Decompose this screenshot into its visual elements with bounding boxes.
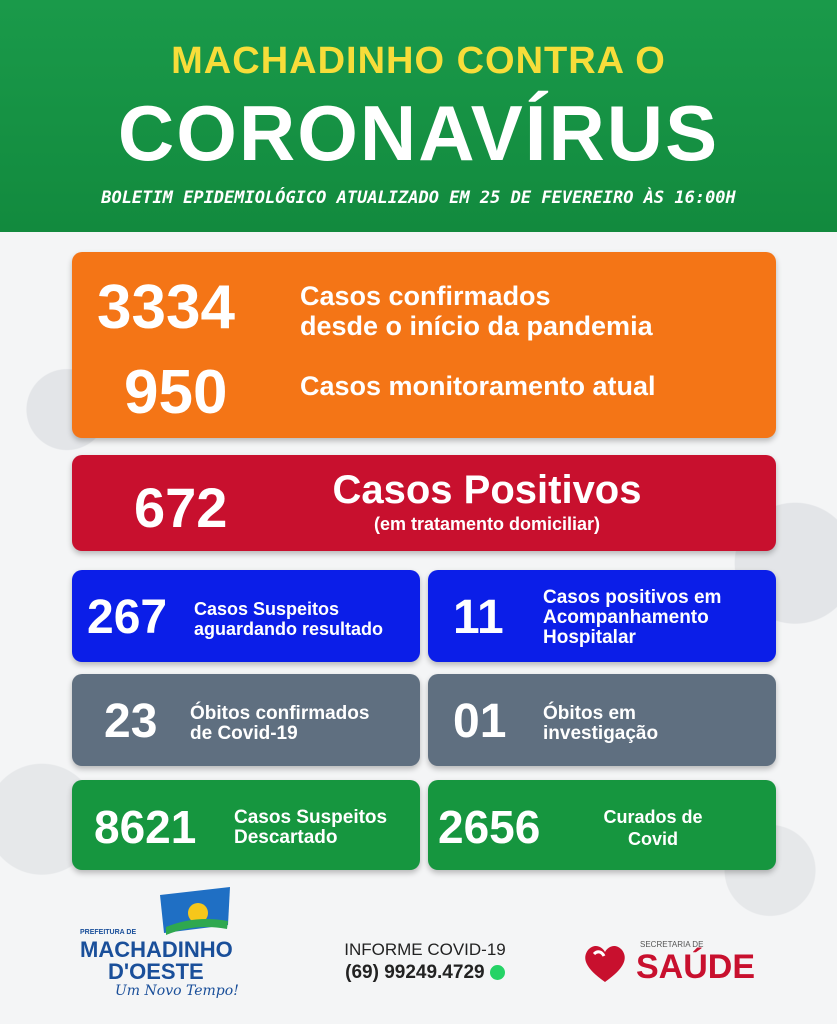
prefeitura-text: PREFEITURA DE: [80, 929, 137, 936]
hospital-value: 11: [453, 591, 504, 644]
confirmed-label-2: desde o início da pandemia: [300, 311, 653, 341]
city-name-2: D'OESTE: [108, 959, 204, 984]
investigation-value: 01: [453, 695, 507, 748]
confirmed-value: 3334: [97, 273, 235, 342]
positive-value: 672: [134, 476, 228, 539]
secretaria-saude-logo: [580, 938, 770, 988]
discarded-value: 8621: [94, 801, 197, 853]
investigation-label-2: investigação: [543, 723, 659, 744]
discarded-label-2: Descartado: [234, 827, 338, 848]
hospital-label-2: Acompanhamento: [543, 607, 709, 628]
bulletin-date: BOLETIM EPIDEMIOLÓGICO ATUALIZADO EM 25 DE FEVEREIRO ÀS 16:00H: [101, 188, 736, 208]
suspect-label-2: aguardando resultado: [194, 619, 384, 639]
header-top-text: MACHADINHO CONTRA O: [171, 40, 666, 82]
discarded-label-1: Casos Suspeitos: [234, 807, 388, 828]
phone-number: (69) 99249.4729: [345, 962, 485, 983]
header-title: CORONAVÍRUS: [117, 89, 720, 177]
discarded-box: [72, 780, 420, 870]
city-name-1: MACHADINHO: [80, 937, 233, 962]
monitoring-label: Casos monitoramento atual: [300, 371, 656, 401]
prefeitura-logo: [80, 885, 260, 1005]
whatsapp-icon: [490, 965, 505, 980]
informe-block: [320, 940, 530, 984]
deaths-value: 23: [104, 695, 158, 748]
suspect-value: 267: [87, 591, 168, 644]
positive-label: Casos Positivos: [332, 468, 642, 512]
cured-label-2: Covid: [627, 829, 678, 849]
header-banner: [0, 0, 837, 232]
investigation-box: [428, 674, 776, 766]
cured-box: [428, 780, 776, 870]
secretaria-text: SECRETARIA DE: [640, 940, 704, 949]
investigation-label-1: Óbitos em: [543, 703, 636, 724]
sun-flag-icon: [80, 885, 260, 945]
positive-box: [72, 455, 776, 551]
hospital-label-1: Casos positivos em: [543, 587, 722, 608]
positive-sublabel: (em tratamento domiciliar): [373, 514, 601, 534]
heart-icon: [580, 940, 630, 986]
suspect-label-1: Casos Suspeitos: [194, 599, 340, 619]
deaths-label-2: de Covid-19: [190, 723, 298, 744]
hospital-box: [428, 570, 776, 662]
saude-text: SAÚDE: [636, 948, 756, 986]
confirmed-label-1: Casos confirmados: [300, 281, 551, 311]
hospital-label-3: Hospitalar: [543, 627, 636, 648]
deaths-box: [72, 674, 420, 766]
cured-label-1: Curados de: [603, 807, 703, 827]
deaths-label-1: Óbitos confirmados: [190, 703, 370, 724]
monitoring-value: 950: [124, 358, 228, 427]
informe-label: INFORME COVID-19: [344, 940, 506, 959]
cured-value: 2656: [438, 801, 541, 853]
slogan: Um Novo Tempo!: [115, 983, 239, 999]
suspect-box: [72, 570, 420, 662]
confirmed-box: [72, 252, 776, 438]
